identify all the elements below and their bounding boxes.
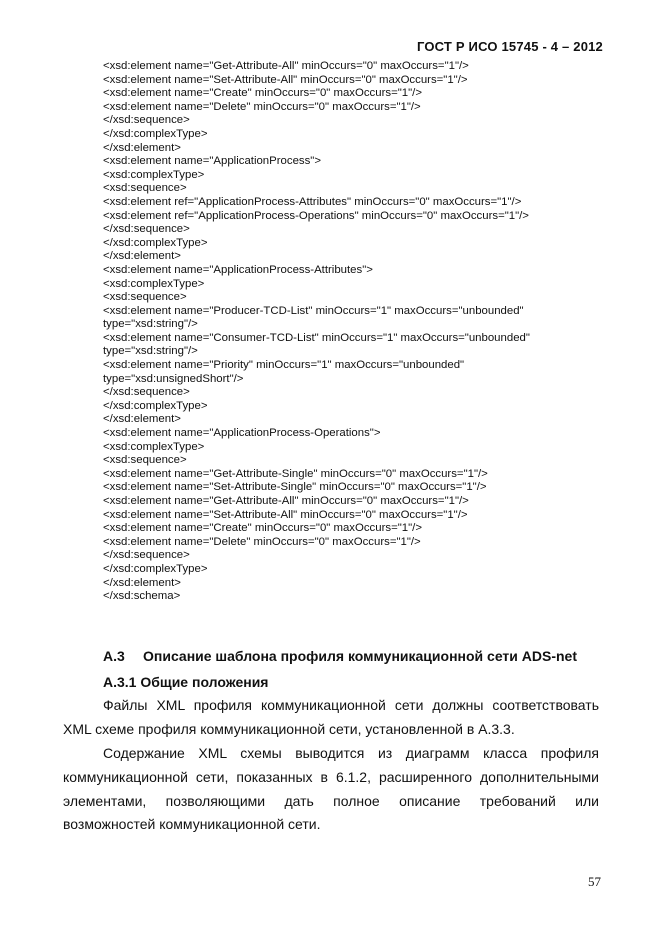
- page-number: 57: [588, 874, 601, 889]
- code-line: <xsd:element name="Delete" minOccurs="0" maxOccurs="1"/>: [103, 535, 421, 548]
- code-line: </xsd:element>: [103, 576, 181, 589]
- section-number: А.3: [103, 648, 125, 664]
- code-line: <xsd:element name="Set-Attribute-All" minOccurs="0" maxOccurs="1"/>: [103, 73, 468, 86]
- code-line: <xsd:element name="Create" minOccurs="0" maxOccurs="1"/>: [103, 87, 422, 100]
- section-title: Описание шаблона профиля коммуникационной сети ADS-net: [143, 648, 577, 664]
- code-line: </xsd:complexType>: [103, 399, 208, 412]
- code-line: <xsd:element name="ApplicationProcess-Attributes">: [103, 263, 373, 276]
- code-line: </xsd:element>: [103, 413, 181, 426]
- section-heading: [103, 648, 577, 664]
- code-line: <xsd:element name="ApplicationProcess-Operations">: [103, 427, 381, 440]
- code-line: <xsd:complexType>: [103, 277, 205, 290]
- code-line: <xsd:element name="Set-Attribute-Single" minOccurs="0" maxOccurs="1"/>: [103, 481, 487, 494]
- code-line: </xsd:sequence>: [103, 386, 190, 399]
- subsection-heading: А.3.1 Общие положения: [103, 674, 269, 690]
- code-line: type="xsd:string"/>: [103, 345, 198, 358]
- code-line: </xsd:element>: [103, 250, 181, 263]
- code-line: </xsd:sequence>: [103, 114, 190, 127]
- code-line: <xsd:element name="Consumer-TCD-List" minOccurs="1" maxOccurs="unbounded": [103, 331, 530, 344]
- code-line: <xsd:complexType>: [103, 168, 205, 181]
- code-line: <xsd:element name="Get-Attribute-Single" minOccurs="0" maxOccurs="1"/>: [103, 467, 488, 480]
- code-line: </xsd:complexType>: [103, 127, 208, 140]
- code-line: </xsd:complexType>: [103, 236, 208, 249]
- code-line: type="xsd:unsignedShort"/>: [103, 372, 244, 385]
- code-line: </xsd:sequence>: [103, 549, 190, 562]
- code-line: <xsd:complexType>: [103, 440, 205, 453]
- code-line: <xsd:element ref="ApplicationProcess-Attributes" minOccurs="0" maxOccurs="1"/>: [103, 195, 522, 208]
- code-line: <xsd:element name="Set-Attribute-All" minOccurs="0" maxOccurs="1"/>: [103, 508, 468, 521]
- paragraph: Файлы XML профиля коммуникационной сети должны соответствовать XML схеме профиля коммуникационной сети, установленной в А.3.3.: [63, 697, 599, 737]
- document-header: ГОСТ Р ИСО 15745 - 4 – 2012: [416, 39, 603, 54]
- code-line: <xsd:element name="Create" minOccurs="0" maxOccurs="1"/>: [103, 522, 422, 535]
- code-line: <xsd:sequence>: [103, 454, 187, 467]
- paragraph: Содержание XML схемы выводится из диаграмм класса профиля коммуникационной сети, показанных в 6.1.2, расширенного дополнительными элементами, позволяющими дать полное описание требований или возможностей коммуникационной сети.: [63, 745, 599, 833]
- code-line: </xsd:sequence>: [103, 223, 190, 236]
- code-line: <xsd:element name="Get-Attribute-All" minOccurs="0" maxOccurs="1"/>: [103, 495, 469, 507]
- code-line: <xsd:sequence>: [103, 291, 187, 304]
- code-line: <xsd:element name="ApplicationProcess">: [103, 155, 321, 168]
- code-line: <xsd:element ref="ApplicationProcess-Operations" minOccurs="0" maxOccurs="1"/>: [103, 209, 529, 222]
- code-line: type="xsd:string"/>: [103, 318, 198, 331]
- code-line: <xsd:element name="Delete" minOccurs="0" maxOccurs="1"/>: [103, 100, 421, 113]
- xsd-code-block: [103, 60, 623, 604]
- code-line: <xsd:element name="Priority" minOccurs="1" maxOccurs="unbounded": [103, 359, 465, 372]
- code-line: </xsd:element>: [103, 141, 181, 154]
- code-line: </xsd:schema>: [103, 590, 181, 603]
- code-line: <xsd:element name="Get-Attribute-All" minOccurs="0" maxOccurs="1"/>: [103, 60, 469, 72]
- code-line: </xsd:complexType>: [103, 562, 208, 575]
- code-line: <xsd:element name="Producer-TCD-List" minOccurs="1" maxOccurs="unbounded": [103, 304, 524, 317]
- code-line: <xsd:sequence>: [103, 182, 187, 195]
